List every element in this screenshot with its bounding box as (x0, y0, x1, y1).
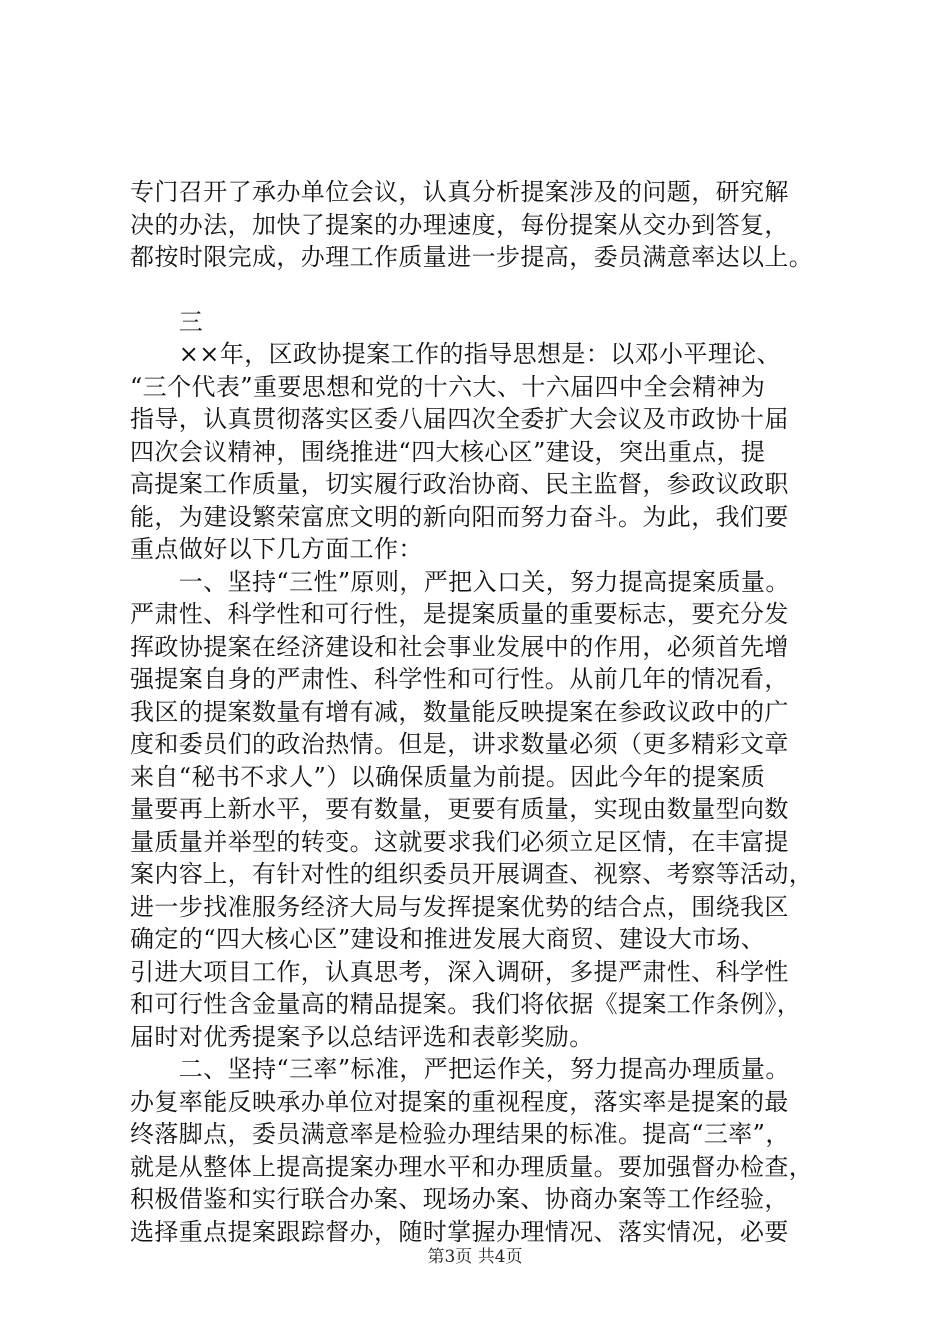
text-line: 重点做好以下几方面工作： (130, 535, 423, 563)
section-heading (130, 306, 850, 339)
text-line: “三个代表”重要思想和党的十六大、十六届四中全会精神为 (130, 372, 766, 401)
text-line: 严肃性、科学性和可行性，是提案质量的重要标志，要充分发 (130, 600, 789, 628)
text-line: 引进大项目工作，认真思考，深入调研，多提严肃性、科学性 (130, 957, 789, 986)
text-line: 量要再上新水平，要有数量，更要有质量，实现由数量型向数 (130, 795, 789, 823)
text-line: 二、坚持“三率”标准，严把运作关，努力提高办理质量。 (130, 1055, 790, 1083)
text-line: 挥政协提案在经济建设和社会事业发展中的作用，必须首先增 (130, 632, 789, 661)
paragraph (130, 338, 850, 566)
text-line: 决的办法，加快了提案的办理速度，每份提案从交办到答复， (130, 210, 789, 239)
text-line: ××年，区政协提案工作的指导思想是：以邓小平理论、 (130, 340, 782, 368)
text-line: 就是从整体上提高提案办理水平和办理质量。要加强督办检查， (130, 1152, 814, 1181)
text-line: 终落脚点，委员满意率是检验办理结果的标准。提高“三率”， (130, 1120, 790, 1148)
text-line: 办复率能反映承办单位对提案的重视程度，落实率是提案的最 (130, 1087, 789, 1116)
text-line: 强提案自身的严肃性、科学性和可行性。从前几年的情况看， (130, 665, 789, 693)
text-line: 来自“秘书不求人”）以确保质量为前提。因此今年的提案质 (130, 762, 766, 791)
text-line: 指导，认真贯彻落实区委八届四次全委扩大会议及市政协十届 (130, 405, 789, 433)
text-line: 量质量并举型的转变。这就要求我们必须立足区情，在丰富提 (130, 827, 789, 856)
text-line: 确定的“四大核心区”建设和推进发展大商贸、建设大市场、 (130, 925, 766, 953)
text-line: 度和委员们的政治热情。但是，讲求数量必须（更多精彩文章 (130, 730, 789, 758)
text-line: 高提案工作质量，切实履行政治协商、民主监督，参政议政职 (130, 470, 789, 498)
text-line: 三 (130, 307, 204, 336)
paragraph (130, 566, 850, 1054)
text-line: 我区的提案数量有增有减，数量能反映提案在参政议政中的广 (130, 697, 789, 726)
text-line: 和可行性含金量高的精品提案。我们将依据《提案工作条例》， (130, 990, 802, 1018)
paragraph-gap (130, 274, 850, 306)
text-line: 都按时限完成，办理工作质量进一步提高，委员满意率达以上。 (130, 243, 814, 271)
text-line: 进一步找准服务经济大局与发挥提案优势的结合点，围绕我区 (130, 892, 789, 921)
text-line: 专门召开了承办单位会议，认真分析提案涉及的问题，研究解 (130, 178, 789, 206)
text-line: 能，为建设繁荣富庶文明的新向阳而努力奋斗。为此，我们要 (130, 502, 789, 531)
document-body (130, 176, 850, 1248)
text-line: 积极借鉴和实行联合办案、现场办案、协商办案等工作经验， (130, 1185, 789, 1213)
paragraph (130, 1053, 850, 1248)
text-line: 选择重点提案跟踪督办，随时掌握办理情况、落实情况，必要 (130, 1217, 789, 1246)
text-line: 一、坚持“三性”原则，严把入口关，努力提高提案质量。 (130, 567, 790, 596)
page-number-footer: 第3页 共4页 (427, 1247, 523, 1267)
paragraph (130, 176, 850, 274)
text-line: 届时对优秀提案予以总结评选和表彰奖励。 (130, 1022, 594, 1051)
text-line: 案内容上，有针对性的组织委员开展调查、视察、考察等活动， (130, 860, 814, 888)
text-line: 四次会议精神，围绕推进“四大核心区”建设，突出重点，提 (130, 437, 766, 466)
